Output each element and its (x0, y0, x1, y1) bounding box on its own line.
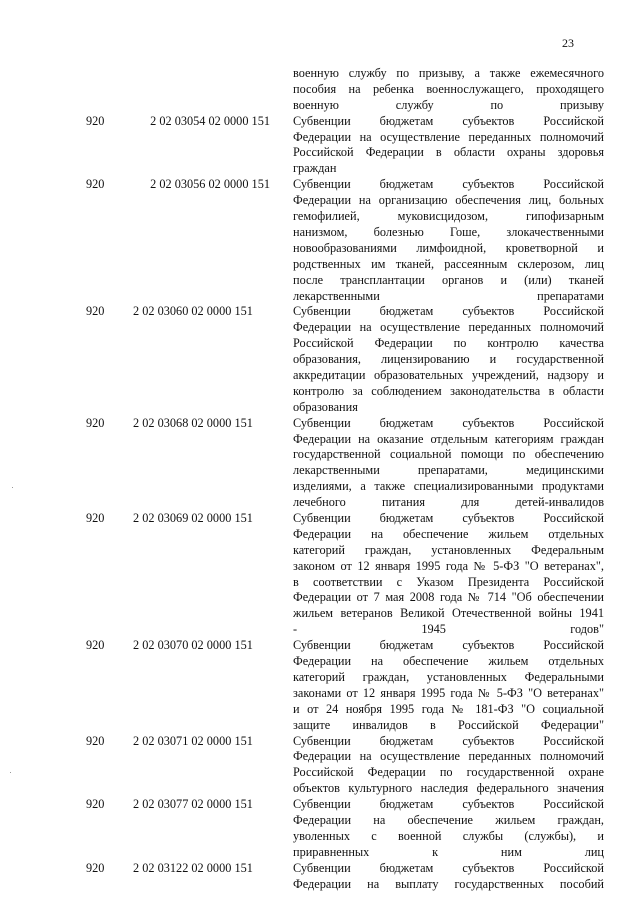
description-line: государственной социальной помощи по обеспечению (293, 447, 604, 462)
budget-code: 2 02 03070 02 0000 151 (133, 638, 253, 653)
budget-code: 2 02 03056 02 0000 151 (150, 177, 270, 192)
budget-code: 2 02 03071 02 0000 151 (133, 733, 253, 748)
description-line: Федерации на обеспечение жильем отдельных (293, 654, 604, 669)
budget-classification-table (0, 66, 640, 892)
table-row (0, 114, 640, 178)
description-line: категорий граждан, установленных Федеральными (293, 669, 604, 684)
table-row (0, 638, 640, 733)
description-line: нанизмом, болезнью Гоше, злокачественными (293, 224, 604, 239)
income-description (293, 304, 604, 415)
description-line: жильем ветеранов Великой Отечественной войны 1941 (293, 606, 604, 621)
description-line: уволенных с военной службы (службы), и (293, 828, 604, 843)
description-line: Федерации от 7 мая 2008 года № 714 "Об обеспечении (293, 590, 604, 605)
description-line: Субвенции бюджетам субъектов Российской (293, 733, 604, 748)
description-line: лекарственными препаратами (293, 288, 604, 303)
description-line: Российской Федерации по контролю качества (293, 336, 604, 351)
description-line: лечебного питания для детей-инвалидов (293, 495, 604, 510)
description-line: Субвенции бюджетам субъектов Российской (293, 797, 604, 812)
description-line: Федерации на оказание отдельным категориям граждан (293, 431, 604, 446)
budget-code: 2 02 03060 02 0000 151 (133, 304, 253, 319)
admin-code: 920 (86, 415, 105, 430)
description-line: Субвенции бюджетам субъектов Российской (293, 415, 604, 430)
table-row (0, 797, 640, 861)
budget-code: 2 02 03054 02 0000 151 (150, 113, 270, 128)
income-description (293, 177, 604, 304)
scan-speck (12, 487, 13, 488)
description-line: аккредитации образовательных учреждений, надзору и (293, 367, 604, 382)
description-line: законами от 12 января 1995 года № 5-ФЗ "О ветеранах" (293, 685, 604, 700)
description-line: лекарственными препаратами, медицинскими (293, 463, 604, 478)
description-line: защите инвалидов в Российской Федерации" (293, 717, 604, 732)
description-line: родственных им тканей, рассеянным склерозом, лиц (293, 256, 604, 271)
description-line: законом от 12 января 1995 года № 5-ФЗ "О ветеранах", (293, 558, 604, 573)
description-line: приравненных к ним лиц (293, 844, 604, 859)
description-line: образования, лицензированию и государственной (293, 352, 604, 367)
description-line: граждан (293, 161, 337, 176)
description-line: пособия на ребенка военнослужащего, проходящего (293, 81, 604, 96)
income-description (293, 797, 604, 861)
admin-code: 920 (86, 733, 105, 748)
description-line: - 1945 годов" (293, 622, 604, 637)
description-line: контролю за соблюдением законодательства в области (293, 383, 604, 398)
income-description (293, 66, 604, 114)
admin-code: 920 (86, 797, 105, 812)
description-line: Российской Федерации по государственной охране (293, 765, 604, 780)
description-line: Федерации на обеспечение жильем граждан, (293, 812, 604, 827)
description-line: военную службу по призыву, а также ежемесячного (293, 66, 604, 80)
description-line: после трансплантации органов и (или) тканей (293, 272, 604, 287)
table-row (0, 177, 640, 304)
scan-speck (10, 772, 11, 773)
description-line: Субвенции бюджетам субъектов Российской (293, 511, 604, 526)
income-description (293, 114, 604, 178)
description-line: Российской Федерации в области охраны здоровья (293, 145, 604, 160)
description-line: образования (293, 399, 358, 414)
description-line: Субвенции бюджетам субъектов Российской (293, 113, 604, 128)
budget-code: 2 02 03068 02 0000 151 (133, 415, 253, 430)
description-line: Федерации на осуществление переданных полномочий (293, 129, 604, 144)
page-number: 23 (562, 36, 574, 50)
budget-code: 2 02 03069 02 0000 151 (133, 511, 253, 526)
table-row (0, 734, 640, 798)
admin-code: 920 (86, 177, 105, 192)
income-description (293, 416, 604, 511)
table-row (0, 304, 640, 415)
table-row (0, 511, 640, 638)
description-line: и от 24 ноября 1995 года № 181-ФЗ "О социальной (293, 701, 604, 716)
admin-code: 920 (86, 113, 105, 128)
budget-code: 2 02 03077 02 0000 151 (133, 797, 253, 812)
table-row (0, 416, 640, 511)
description-line: Субвенции бюджетам субъектов Российской (293, 638, 604, 653)
description-line: Субвенции бюджетам субъектов Российской (293, 304, 604, 319)
description-line: в соответствии с Указом Президента Российской (293, 574, 604, 589)
description-line: объектов культурного наследия федерального значения (293, 781, 604, 796)
description-line: новообразованиями лимфоидной, кроветворной и (293, 240, 604, 255)
admin-code: 920 (86, 304, 105, 319)
income-description (293, 861, 604, 893)
income-description (293, 511, 604, 638)
description-line: Субвенции бюджетам субъектов Российской (293, 177, 604, 192)
description-line: Федерации на выплату государственных пособий (293, 876, 604, 891)
description-line: Федерации на осуществление переданных полномочий (293, 320, 604, 335)
admin-code: 920 (86, 638, 105, 653)
description-line: Федерации на осуществление переданных полномочий (293, 749, 604, 764)
description-line: Федерации на обеспечение жильем отдельных (293, 526, 604, 541)
description-line: изделиями, а также специализированными продуктами (293, 479, 604, 494)
description-line: Федерации на организацию обеспечения лиц, больных (293, 193, 604, 208)
admin-code: 920 (86, 511, 105, 526)
income-description (293, 734, 604, 798)
table-row (0, 861, 640, 893)
table-row (0, 66, 640, 114)
description-line: категорий граждан, установленных Федеральным (293, 542, 604, 557)
description-line: военную службу по призыву (293, 97, 604, 112)
admin-code: 920 (86, 860, 105, 875)
description-line: Субвенции бюджетам субъектов Российской (293, 860, 604, 875)
budget-code: 2 02 03122 02 0000 151 (133, 860, 253, 875)
description-line: гемофилией, муковисцидозом, гипофизарным (293, 209, 604, 224)
income-description (293, 638, 604, 733)
